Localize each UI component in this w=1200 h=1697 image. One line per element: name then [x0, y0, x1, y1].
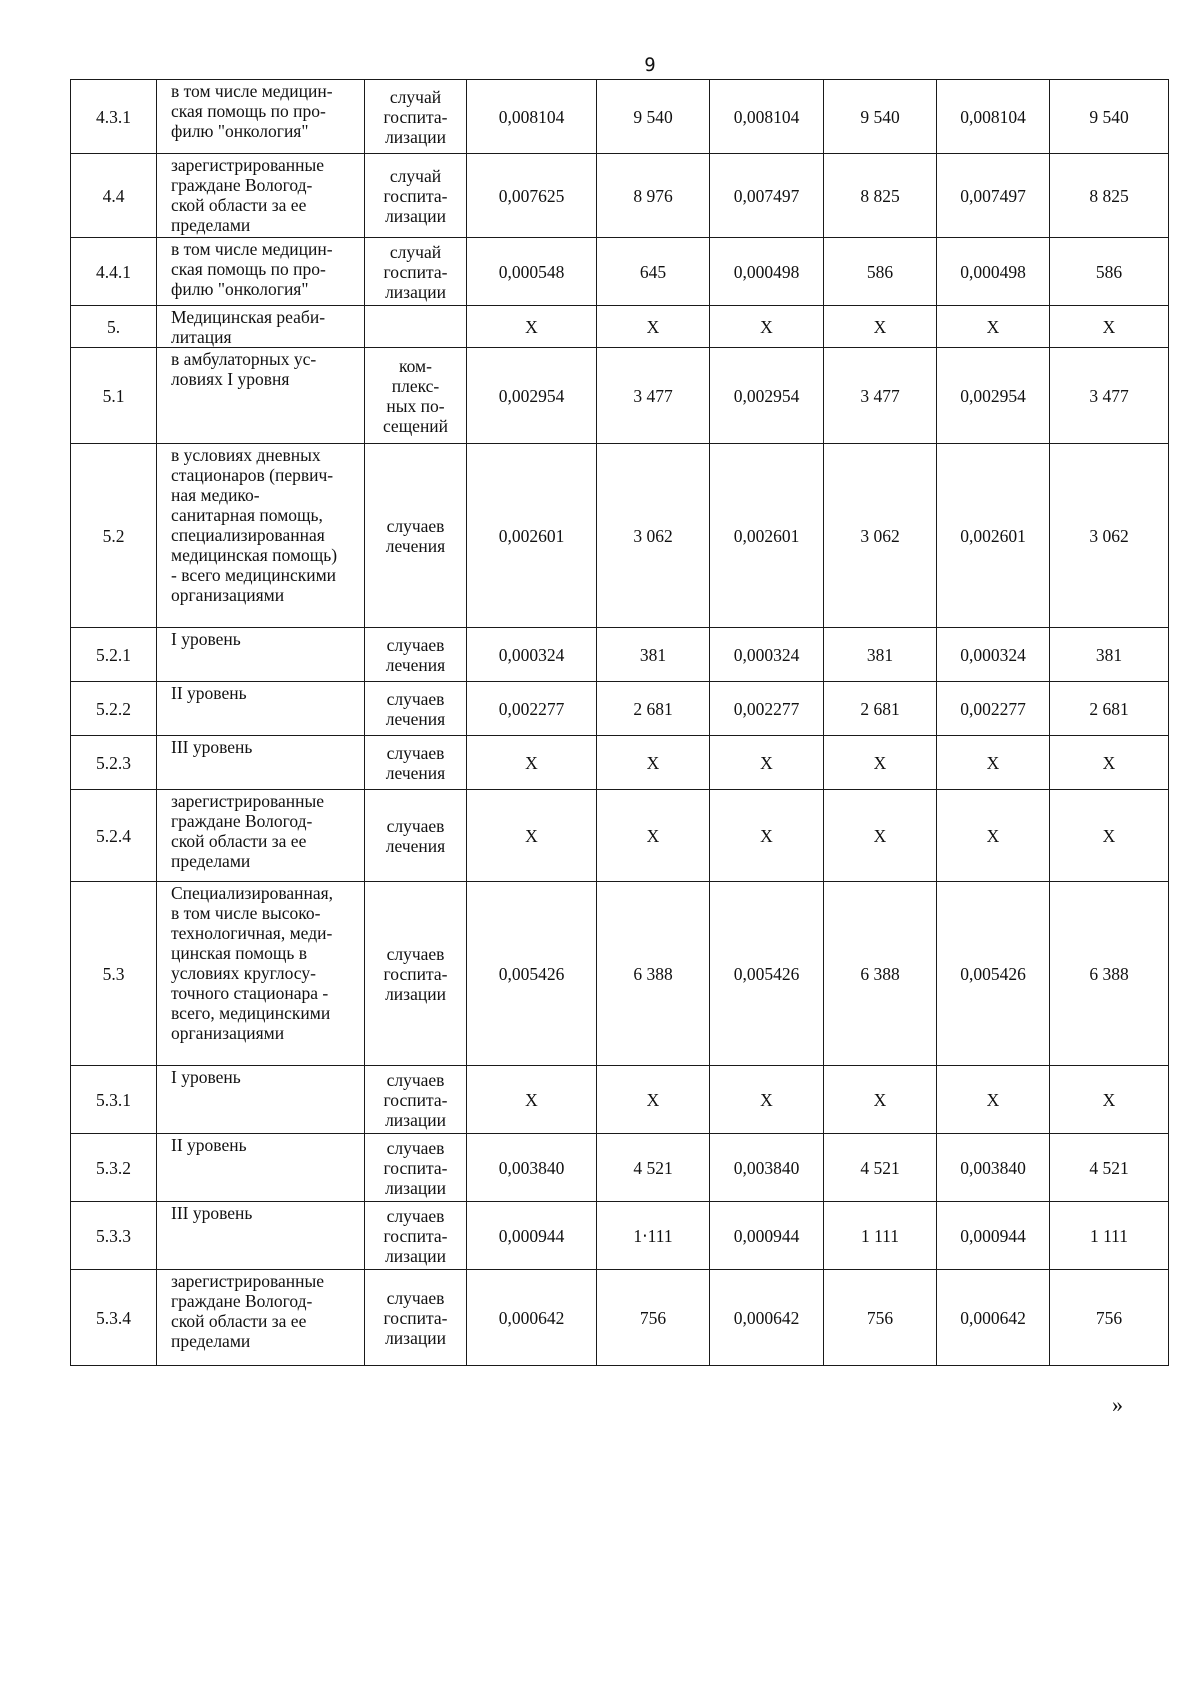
value-cell: Х	[597, 306, 710, 348]
value-cell: Х	[710, 790, 824, 882]
value-cell: 0,000642	[710, 1270, 824, 1366]
table-row	[71, 306, 1169, 348]
row-name: зарегистрированные граждане Вологод- ской области за ее пределами	[157, 790, 365, 882]
value-cell: 0,002277	[710, 682, 824, 736]
value-cell: 0,000498	[710, 238, 824, 306]
value-cell: 0,002954	[710, 348, 824, 444]
value-cell: 381	[1050, 628, 1169, 682]
value-cell: Х	[937, 736, 1050, 790]
value-cell: 0,000642	[937, 1270, 1050, 1366]
row-code: 5.3.2	[71, 1134, 157, 1202]
value-cell: Х	[1050, 736, 1169, 790]
value-cell: 586	[1050, 238, 1169, 306]
value-cell: 0,005426	[710, 882, 824, 1066]
value-cell: 0,000944	[467, 1202, 597, 1270]
row-name: Специализированная, в том числе высоко- технологичная, меди- цинская помощь в условиях круглосу- точного стационара - всего, медицинскими организациями	[157, 882, 365, 1066]
row-unit: случаев госпита- лизации	[365, 1066, 467, 1134]
value-cell: 9 540	[597, 80, 710, 154]
page-number: 9	[644, 54, 656, 76]
value-cell: 8 976	[597, 154, 710, 238]
value-cell: Х	[467, 790, 597, 882]
value-cell: 9 540	[1050, 80, 1169, 154]
value-cell: 0,003840	[937, 1134, 1050, 1202]
table-row	[71, 1202, 1169, 1270]
value-cell: 0,000944	[937, 1202, 1050, 1270]
row-code: 5.2.1	[71, 628, 157, 682]
row-name: Медицинская реаби- литация	[157, 306, 365, 348]
value-cell: Х	[824, 790, 937, 882]
value-cell: Х	[710, 306, 824, 348]
table-row	[71, 444, 1169, 628]
table-row	[71, 882, 1169, 1066]
value-cell: 3 477	[597, 348, 710, 444]
table-row	[71, 80, 1169, 154]
row-name: I уровень	[157, 1066, 365, 1134]
row-name: зарегистрированные граждане Вологод- ской области за ее пределами	[157, 154, 365, 238]
value-cell: 2 681	[1050, 682, 1169, 736]
value-cell: Х	[1050, 306, 1169, 348]
value-cell: 1 111	[1050, 1202, 1169, 1270]
row-unit: случаев лечения	[365, 736, 467, 790]
value-cell: Х	[597, 790, 710, 882]
value-cell: 3 477	[824, 348, 937, 444]
value-cell: 0,000642	[467, 1270, 597, 1366]
row-code: 4.4.1	[71, 238, 157, 306]
row-unit: ком- плекс- ных по- сещений	[365, 348, 467, 444]
value-cell: 0,008104	[937, 80, 1050, 154]
table-body	[71, 80, 1169, 1366]
row-name: II уровень	[157, 682, 365, 736]
value-cell: 4 521	[597, 1134, 710, 1202]
table-row	[71, 348, 1169, 444]
table-row	[71, 1270, 1169, 1366]
value-cell: 586	[824, 238, 937, 306]
value-cell: 756	[824, 1270, 937, 1366]
row-name: зарегистрированные граждане Вологод- ской области за ее пределами	[157, 1270, 365, 1366]
row-unit	[365, 306, 467, 348]
row-code: 5.	[71, 306, 157, 348]
value-cell: Х	[824, 736, 937, 790]
row-name: в условиях дневных стационаров (первич- ная медико- санитарная помощь, специализированная медицинская помощь) - всего медицинскими организациями	[157, 444, 365, 628]
value-cell: 1‧111	[597, 1202, 710, 1270]
value-cell: 1 111	[824, 1202, 937, 1270]
value-cell: 0,007497	[710, 154, 824, 238]
value-cell: Х	[597, 736, 710, 790]
table-row	[71, 628, 1169, 682]
value-cell: 0,003840	[467, 1134, 597, 1202]
row-unit: случаев госпита- лизации	[365, 1202, 467, 1270]
row-code: 4.4	[71, 154, 157, 238]
value-cell: 3 062	[597, 444, 710, 628]
value-cell: 3 062	[1050, 444, 1169, 628]
row-code: 5.1	[71, 348, 157, 444]
value-cell: Х	[1050, 790, 1169, 882]
value-cell: 0,000548	[467, 238, 597, 306]
value-cell: Х	[824, 1066, 937, 1134]
value-cell: 645	[597, 238, 710, 306]
table-row	[71, 154, 1169, 238]
value-cell: 381	[824, 628, 937, 682]
value-cell: 8 825	[824, 154, 937, 238]
value-cell: 0,002954	[937, 348, 1050, 444]
row-unit: случай госпита- лизации	[365, 80, 467, 154]
value-cell: 0,008104	[467, 80, 597, 154]
value-cell: 0,002277	[937, 682, 1050, 736]
value-cell: 0,003840	[710, 1134, 824, 1202]
row-name: III уровень	[157, 736, 365, 790]
value-cell: 4 521	[824, 1134, 937, 1202]
value-cell: 3 062	[824, 444, 937, 628]
value-cell: 6 388	[824, 882, 937, 1066]
row-code: 5.3	[71, 882, 157, 1066]
value-cell: 0,000944	[710, 1202, 824, 1270]
row-code: 5.2.2	[71, 682, 157, 736]
value-cell: 0,005426	[937, 882, 1050, 1066]
value-cell: 8 825	[1050, 154, 1169, 238]
value-cell: 0,002954	[467, 348, 597, 444]
value-cell: 0,002601	[937, 444, 1050, 628]
table-row	[71, 1066, 1169, 1134]
row-code: 5.2	[71, 444, 157, 628]
data-table	[70, 79, 1169, 1366]
value-cell: 6 388	[1050, 882, 1169, 1066]
row-unit: случай госпита- лизации	[365, 238, 467, 306]
value-cell: Х	[824, 306, 937, 348]
value-cell: 0,000324	[467, 628, 597, 682]
value-cell: 381	[597, 628, 710, 682]
row-unit: случаев госпита- лизации	[365, 1270, 467, 1366]
value-cell: 9 540	[824, 80, 937, 154]
row-unit: случаев лечения	[365, 682, 467, 736]
value-cell: 0,008104	[710, 80, 824, 154]
value-cell: 756	[1050, 1270, 1169, 1366]
value-cell: 0,002601	[710, 444, 824, 628]
closing-quote: »	[1112, 1392, 1123, 1417]
row-name: I уровень	[157, 628, 365, 682]
row-code: 5.2.3	[71, 736, 157, 790]
value-cell: 0,002601	[467, 444, 597, 628]
value-cell: Х	[710, 1066, 824, 1134]
row-unit: случаев госпита- лизации	[365, 1134, 467, 1202]
value-cell: Х	[467, 1066, 597, 1134]
row-code: 5.3.3	[71, 1202, 157, 1270]
value-cell: Х	[467, 306, 597, 348]
value-cell: 2 681	[597, 682, 710, 736]
value-cell: 0,002277	[467, 682, 597, 736]
value-cell: 756	[597, 1270, 710, 1366]
value-cell: Х	[597, 1066, 710, 1134]
row-unit: случаев лечения	[365, 628, 467, 682]
row-code: 4.3.1	[71, 80, 157, 154]
value-cell: 4 521	[1050, 1134, 1169, 1202]
row-name: II уровень	[157, 1134, 365, 1202]
row-code: 5.2.4	[71, 790, 157, 882]
row-code: 5.3.1	[71, 1066, 157, 1134]
value-cell: Х	[1050, 1066, 1169, 1134]
value-cell: Х	[467, 736, 597, 790]
value-cell: 0,000324	[937, 628, 1050, 682]
value-cell: Х	[710, 736, 824, 790]
row-unit: случаев лечения	[365, 444, 467, 628]
row-name: в том числе медицин- ская помощь по про- филю "онкология"	[157, 80, 365, 154]
value-cell: Х	[937, 306, 1050, 348]
row-unit: случай госпита- лизации	[365, 154, 467, 238]
table-row	[71, 790, 1169, 882]
value-cell: 0,007497	[937, 154, 1050, 238]
row-code: 5.3.4	[71, 1270, 157, 1366]
row-name: в том числе медицин- ская помощь по про- филю "онкология"	[157, 238, 365, 306]
row-name: в амбулаторных ус- ловиях I уровня	[157, 348, 365, 444]
table-row	[71, 682, 1169, 736]
table-row	[71, 238, 1169, 306]
value-cell: 0,007625	[467, 154, 597, 238]
value-cell: Х	[937, 1066, 1050, 1134]
table-row	[71, 1134, 1169, 1202]
row-name: III уровень	[157, 1202, 365, 1270]
value-cell: 6 388	[597, 882, 710, 1066]
value-cell: 0,005426	[467, 882, 597, 1066]
row-unit: случаев госпита- лизации	[365, 882, 467, 1066]
value-cell: 0,000498	[937, 238, 1050, 306]
value-cell: Х	[937, 790, 1050, 882]
value-cell: 2 681	[824, 682, 937, 736]
value-cell: 3 477	[1050, 348, 1169, 444]
row-unit: случаев лечения	[365, 790, 467, 882]
table-row	[71, 736, 1169, 790]
value-cell: 0,000324	[710, 628, 824, 682]
